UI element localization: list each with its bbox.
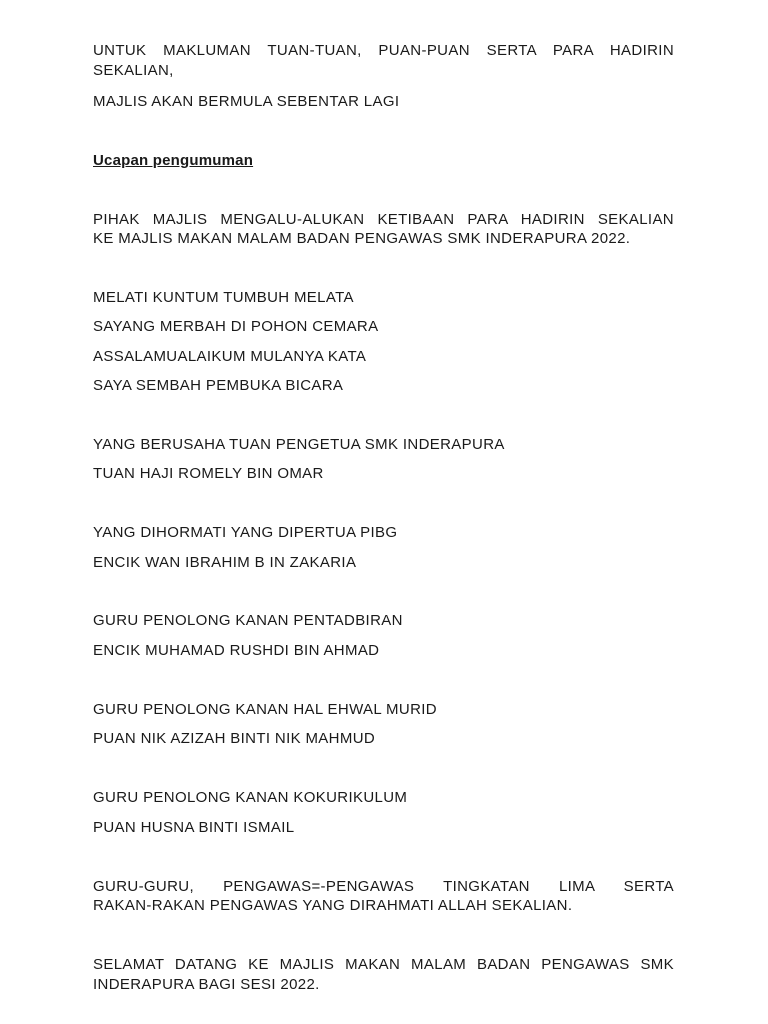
pantun-line-1: MELATI KUNTUM TUMBUH MELATA: [93, 289, 354, 306]
closing-line-2: INDERAPURA BAGI SESI 2022.: [93, 976, 320, 993]
document-page: [93, 0, 674, 1024]
pantun-line-2: SAYANG MERBAH DI POHON CEMARA: [93, 318, 379, 335]
dignitary-name-4: PUAN NIK AZIZAH BINTI NIK MAHMUD: [93, 730, 376, 747]
section-heading: Ucapan pengumuman: [93, 152, 254, 169]
dignitary-title-2: YANG DIHORMATI YANG DIPERTUA PIBG: [93, 524, 398, 541]
dignitary-title-5: GURU PENOLONG KANAN KOKURIKULUM: [93, 789, 408, 806]
welcome-line-1: PIHAK MAJLIS MENGALU-ALUKAN KETIBAAN PARA HADIRIN SEKALIAN: [93, 211, 674, 228]
dignitary-title-4: GURU PENOLONG KANAN HAL EHWAL MURID: [93, 701, 437, 718]
pantun-line-4: SAYA SEMBAH PEMBUKA BICARA: [93, 377, 344, 394]
dignitary-name-5: PUAN HUSNA BINTI ISMAIL: [93, 819, 295, 836]
intro-line-3: MAJLIS AKAN BERMULA SEBENTAR LAGI: [93, 93, 400, 110]
closing-line-1: SELAMAT DATANG KE MAJLIS MAKAN MALAM BADAN PENGAWAS SMK: [93, 956, 674, 973]
dignitary-title-1: YANG BERUSAHA TUAN PENGETUA SMK INDERAPURA: [93, 436, 505, 453]
pantun-line-3: ASSALAMUALAIKUM MULANYA KATA: [93, 348, 367, 365]
guests-line-2: RAKAN-RAKAN PENGAWAS YANG DIRAHMATI ALLAH SEKALIAN.: [93, 897, 573, 914]
intro-line-1: UNTUK MAKLUMAN TUAN-TUAN, PUAN-PUAN SERTA PARA HADIRIN: [93, 42, 674, 59]
dignitary-name-3: ENCIK MUHAMAD RUSHDI BIN AHMAD: [93, 642, 380, 659]
intro-line-2: SEKALIAN,: [93, 62, 174, 79]
welcome-line-2: KE MAJLIS MAKAN MALAM BADAN PENGAWAS SMK INDERAPURA 2022.: [93, 230, 631, 247]
guests-line-1: GURU-GURU, PENGAWAS=-PENGAWAS TINGKATAN LIMA SERTA: [93, 878, 674, 895]
dignitary-title-3: GURU PENOLONG KANAN PENTADBIRAN: [93, 612, 403, 629]
dignitary-name-1: TUAN HAJI ROMELY BIN OMAR: [93, 465, 324, 482]
dignitary-name-2: ENCIK WAN IBRAHIM B IN ZAKARIA: [93, 554, 357, 571]
